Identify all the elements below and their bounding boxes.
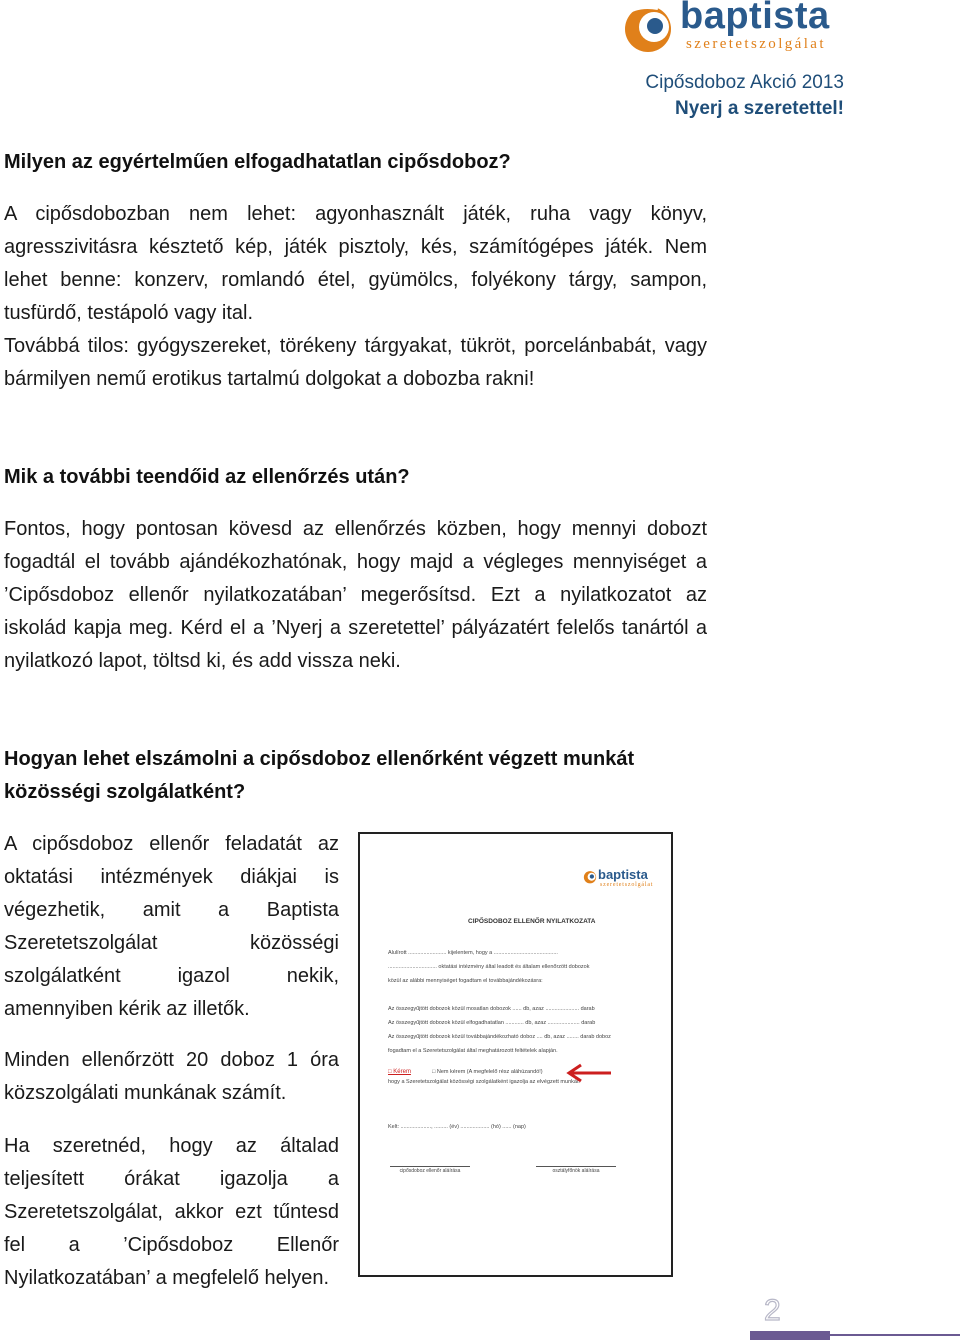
paragraph: Minden ellenőrzött 20 doboz 1 óra közszolgálati munkának számít.: [4, 1049, 339, 1104]
form-signature-left: cipősdoboz ellenőr aláírása: [390, 1166, 470, 1174]
paragraph: Ha szeretnéd, hogy az általad teljesített órákat igazolja a Szeretetszolgálat, akkor ezt tűntesd fel a ’Cipősdoboz Ellenőr Nyilatkozatában’ a megfelelő helyen.: [4, 1135, 339, 1289]
form-title: CIPŐSDOBOZ ELLENŐR NYILATKOZATA: [468, 918, 596, 925]
baptista-logo: [618, 0, 848, 58]
paragraph: Továbbá tilos: gyógyszereket, törékeny tárgyakat, tükröt, porcelánbabát, vagy bármilyen nemű erotikus tartalmú dolgokat a dobozba rakni!: [4, 335, 707, 390]
section-heading: Mik a további teendőid az ellenőrzés után?: [4, 466, 410, 488]
form-line: hogy a Szeretetszolgálat közösségi szolgálatként igazolja az elvégzett munkát.: [388, 1079, 580, 1085]
form-line: Alulírott ......................... kijelentem, hogy a ..........................................: [388, 950, 558, 956]
logo-wordmark: baptista: [680, 0, 830, 37]
logo-emblem-icon: [618, 2, 678, 54]
form-line: Az összegyűjtött dobozok közül mosatlan dobozok ...... db, azaz ...................... darab: [388, 1006, 595, 1012]
form-line: ................................ oktatási intézmény által leadott és általam ellenőrzött dobozok: [388, 964, 590, 970]
paragraph: A cipősdoboz ellenőr feladatát az oktatási intézmények diákjai is végezhetik, amit a Baptista Szeretetszolgálat közösségi szolgálatként igazol nekik, amennyiben kérik az illetők.: [4, 833, 339, 1020]
form-line: Kelt: ...................., ......... (év) ................... (hó) ...... (nap): [388, 1124, 526, 1130]
paragraph: A cipősdobozban nem lehet: agyonhasznált játék, ruha vagy könyv, agresszivitásra késztető kép, játék pisztoly, kés, számítógépes játék. Nem lehet benne: konzerv, romlandó étel, gyümölcs, folyékony tárgy, sampon, tusfürdő, testápoló vagy ital.: [4, 203, 707, 324]
form-logo: [582, 867, 654, 889]
campaign-slogan: Nyerj a szeretettel!: [675, 98, 844, 119]
form-checkbox-yes: □ Kérem: [388, 1069, 411, 1075]
logo-subtitle: szeretetszolgálat: [686, 36, 826, 52]
page-number: [760, 1294, 800, 1329]
declaration-form-image: [358, 832, 673, 1277]
form-line: közül az alábbi mennyiséget fogadtam el továbbajándékozásra:: [388, 978, 543, 984]
page-number-text: 2: [764, 1294, 781, 1324]
section-heading: Milyen az egyértelműen elfogadhatatlan cipősdoboz?: [4, 151, 511, 173]
form-signature-right: osztályfőnök aláírása: [536, 1166, 616, 1174]
form-logo-word: baptista: [598, 867, 648, 882]
footer-bar-block: [750, 1331, 830, 1340]
red-arrow-icon: [565, 1063, 613, 1083]
form-line: Az összegyűjtött dobozok közül elfogadhatatlan ............ db, azaz ..................... darab: [388, 1020, 596, 1026]
paragraph: Fontos, hogy pontosan kövesd az ellenőrzés közben, hogy mennyi dobozt fogadtál el tovább ajándékozhatónak, hogy majd a végleges mennyiséget a ’Cipősdoboz ellenőr nyilatkozatában’ megerősítsd. Ezt a nyilatkozatot az iskolád kapja meg. Kérd el a ’Nyerj a szeretettel’ pályázatért felelős tanártól a nyilatkozó lapot, töltsd ki, és add vissza neki.: [4, 518, 707, 672]
form-checkbox-no: □ Nem kérem (A megfelelő rész aláhúzandó!): [432, 1069, 543, 1075]
footer-bar-line: [830, 1334, 960, 1336]
section-heading: Hogyan lehet elszámolni a cipősdoboz ellenőrként végzett munkát közösségi szolgálatként?: [4, 748, 635, 803]
form-logo-sub: szeretetszolgálat: [600, 882, 654, 888]
form-line: Az összegyűjtött dobozok közül továbbajándékozható doboz .... db, azaz ........ darab doboz: [388, 1034, 611, 1040]
page-number-glyph: [760, 1294, 800, 1324]
logo-emblem-icon: [582, 870, 598, 884]
campaign-title: Cipősdoboz Akció 2013: [645, 72, 844, 93]
form-line: fogadtam el a Szeretetszolgálat által meghatározott feltételek alapján.: [388, 1048, 558, 1054]
footer-bar: [750, 1331, 960, 1340]
